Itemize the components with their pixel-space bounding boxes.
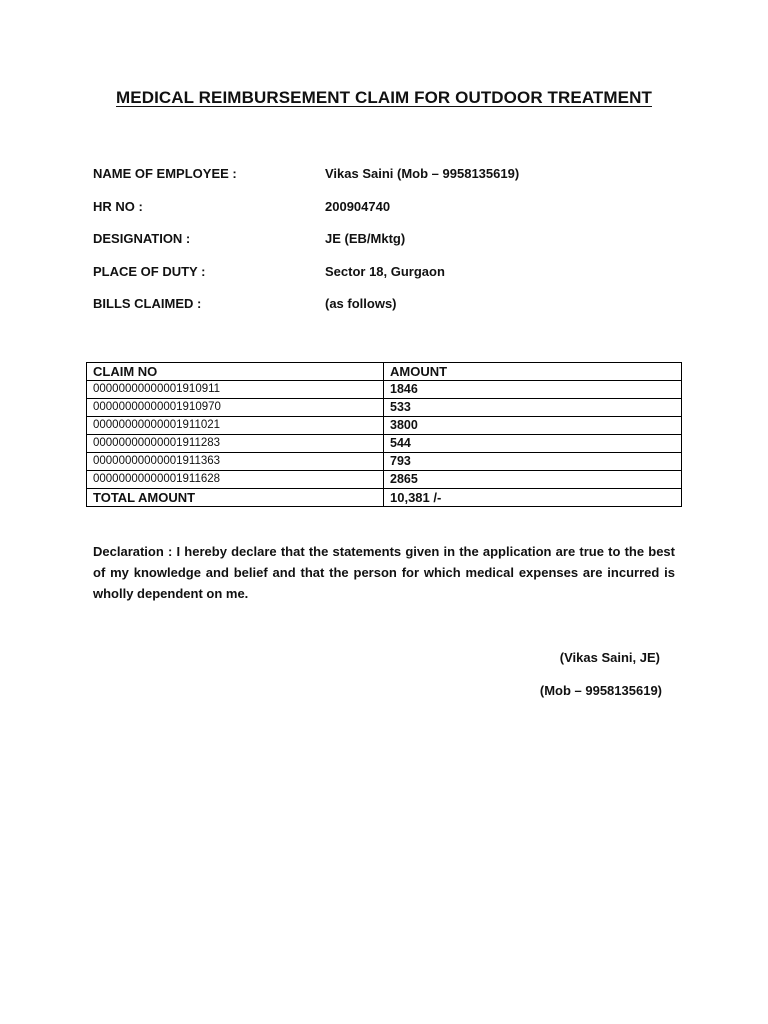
amount-cell: 533 bbox=[384, 399, 682, 417]
amount-cell: 544 bbox=[384, 435, 682, 453]
info-value: Sector 18, Gurgaon bbox=[325, 263, 445, 279]
info-row-hr-no bbox=[93, 199, 693, 232]
declaration-text: Declaration : I hereby declare that the statements given in the application are true to the best of my knowledge and belief and that the person for which medical expenses are incurred is wholly dependent on me. bbox=[93, 544, 675, 601]
table-header-row bbox=[87, 363, 682, 381]
claim-no-header: CLAIM NO bbox=[87, 363, 384, 381]
claim-no-cell: 00000000000001911628 bbox=[87, 471, 384, 489]
claim-no-cell: 00000000000001910911 bbox=[87, 381, 384, 399]
document-title bbox=[0, 88, 768, 108]
signature-mobile: (Mob – 9958135619) bbox=[539, 683, 662, 698]
info-label: PLACE OF DUTY : bbox=[93, 263, 206, 279]
total-row bbox=[87, 489, 682, 507]
info-label: BILLS CLAIMED : bbox=[93, 296, 202, 311]
claim-no-cell: 00000000000001910970 bbox=[87, 399, 384, 417]
info-row-place-of-duty bbox=[93, 264, 693, 297]
amount-cell: 793 bbox=[384, 453, 682, 471]
document-title-text: MEDICAL REIMBURSEMENT CLAIM FOR OUTDOOR TREATMENT bbox=[116, 88, 652, 107]
claim-no-cell: 00000000000001911363 bbox=[87, 453, 384, 471]
table-row bbox=[87, 471, 682, 489]
info-label: NAME OF EMPLOYEE : bbox=[93, 166, 237, 181]
claims-table bbox=[86, 362, 682, 507]
employee-info-section bbox=[93, 166, 693, 329]
info-row-name bbox=[93, 166, 693, 199]
amount-header: AMOUNT bbox=[384, 363, 682, 381]
info-row-bills-claimed bbox=[93, 296, 693, 329]
table-row bbox=[87, 381, 682, 399]
claim-no-cell: 00000000000001911283 bbox=[87, 435, 384, 453]
claim-no-cell: 00000000000001911021 bbox=[87, 417, 384, 435]
table-row bbox=[87, 435, 682, 453]
table-row bbox=[87, 399, 682, 417]
info-row-designation bbox=[93, 231, 693, 264]
signature-name: (Vikas Saini, JE) bbox=[559, 650, 660, 665]
amount-cell: 3800 bbox=[384, 417, 682, 435]
total-value: 10,381 /- bbox=[384, 489, 682, 507]
info-label: DESIGNATION : bbox=[93, 231, 191, 246]
info-value: 200904740 bbox=[325, 198, 391, 214]
info-value: JE (EB/Mktg) bbox=[325, 231, 406, 246]
table-row bbox=[87, 453, 682, 471]
total-label: TOTAL AMOUNT bbox=[87, 489, 384, 507]
info-label: HR NO : bbox=[93, 198, 143, 214]
info-value: Vikas Saini (Mob – 9958135619) bbox=[325, 166, 520, 181]
table-row bbox=[87, 417, 682, 435]
info-value: (as follows) bbox=[325, 296, 397, 311]
amount-cell: 2865 bbox=[384, 471, 682, 489]
amount-cell: 1846 bbox=[384, 381, 682, 399]
